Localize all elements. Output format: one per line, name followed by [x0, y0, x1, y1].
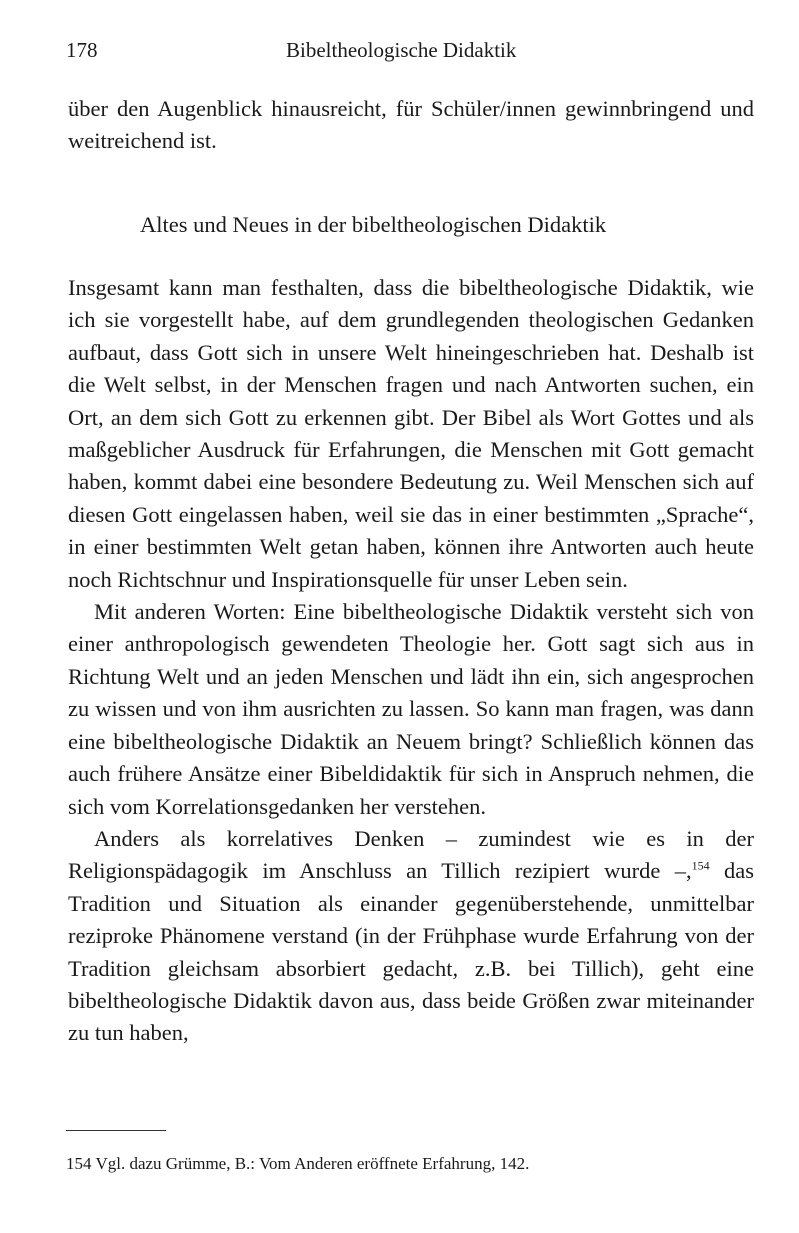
main-text [68, 272, 754, 1050]
paragraph-2: Mit anderen Worten: Eine bibeltheologische Didaktik versteht sich von einer anthropologisch gewendeten Theologie her. Gott sagt sich aus in Richtung Welt und an jeden Menschen und lädt ihn ein, sich angesprochen zu wissen und von ihm ausrichten zu lassen. So kann man fragen, was dann eine bibeltheologische Didaktik an Neuem bringt? Schließlich können das auch frühere Ansätze einer Bibeldidaktik für sich in Anspruch nehmen, die sich vom Korrelationsgedanken her verstehen. [68, 599, 754, 819]
page-number: 178 [66, 38, 98, 62]
paragraph-3-text-start: Anders als korrelatives Denken – zumindest wie es in der Religionspädagogik im Anschluss an Tillich rezipiert wurde –, [68, 825, 754, 884]
footnote-154: 154 Vgl. dazu Grümme, B.: Vom Anderen eröffnete Erfahrung, 142. [66, 1154, 530, 1173]
paragraph-3-text-end: das Tradition und Situation als einander gegenüberstehende, unmittelbar reziproke Phänomene verstand (in der Frühphase wurde Erfahrung von der Tradition gleichsam absorbiert gedacht, z.B. bei Tillich), geht eine bibeltheologische Didaktik davon aus, dass beide Größen zwar miteinander zu tun haben, [68, 858, 754, 1046]
footnote-divider [66, 1130, 166, 1131]
carryover-paragraph: über den Augenblick hinausreicht, für Schüler/innen gewinnbringend und weitreichend ist. [68, 96, 754, 154]
page-header [66, 38, 746, 72]
paragraph-3 [68, 823, 754, 1050]
section-heading: Altes und Neues in der bibeltheologischen Didaktik [140, 212, 607, 237]
footnote-reference: 154 [691, 858, 710, 873]
carryover-text [68, 93, 754, 158]
paragraph-1: Insgesamt kann man festhalten, dass die bibeltheologische Didaktik, wie ich sie vorgestellt habe, auf dem grundlegenden theologischen Gedanken aufbaut, dass Gott sich in unsere Welt hineingeschrieben hat. Deshalb ist die Welt selbst, in der Menschen fragen und nach Antworten suchen, ein Ort, an dem sich Gott zu erkennen gibt. Der Bibel als Wort Gottes und als maßgeblicher Ausdruck für Erfahrungen, die Menschen mit Gott gemacht haben, kommt dabei eine besondere Bedeutung zu. Weil Menschen sich auf diesen Gott eingelassen haben, weil sie das in einer bestimmten „Sprache“, in einer bestimmten Welt getan haben, können ihre Antworten auch heute noch Richtschnur und Inspirationsquelle für unser Leben sein. [68, 275, 754, 592]
running-title: Bibeltheologische Didaktik [286, 38, 517, 62]
